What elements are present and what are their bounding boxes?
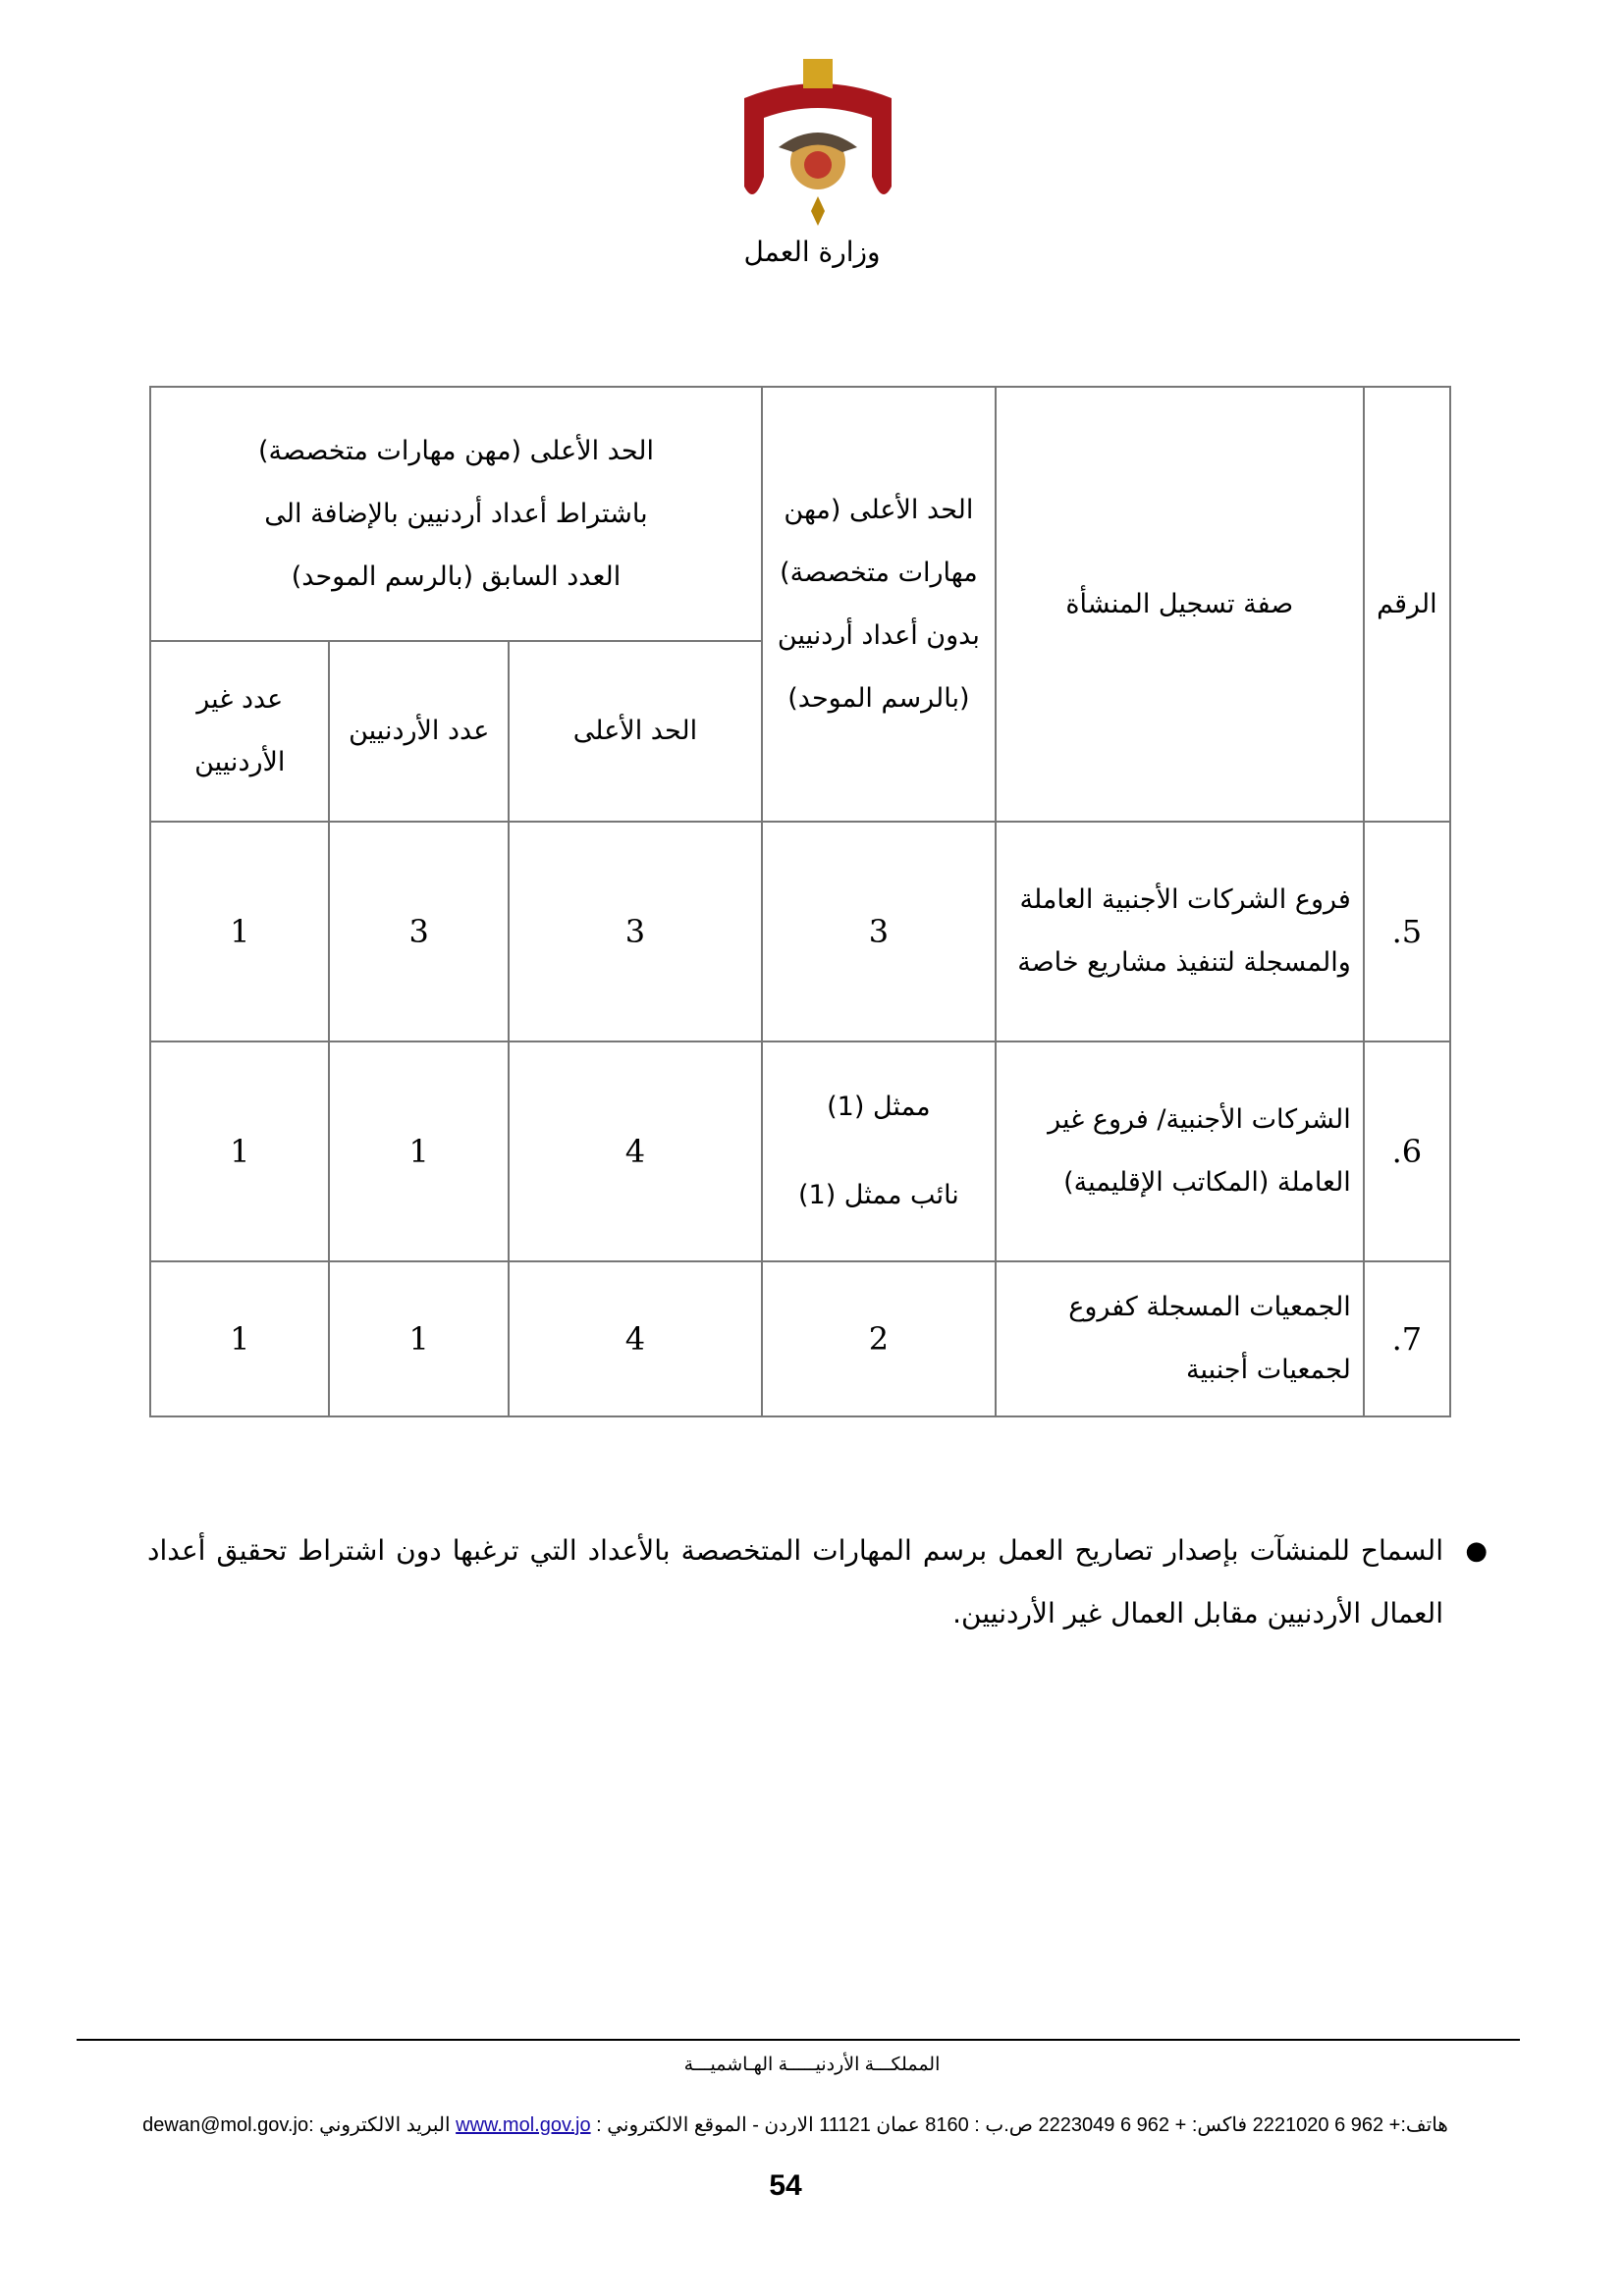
table-row <box>150 1041 1450 1261</box>
row-jordanians: 3 <box>329 822 508 1041</box>
row-number: 5. <box>1364 822 1450 1041</box>
header-max-without: الحد الأعلى (مهن مهارات متخصصة) بدون أعداد أردنيين (بالرسم الموحد) <box>762 387 996 822</box>
header-sub-non-jordanians: عدد غير الأردنيين <box>150 641 329 822</box>
bullet-icon: ● <box>1465 1536 1488 1566</box>
row-non-jordanians: 1 <box>150 822 329 1041</box>
row-number: 7. <box>1364 1261 1450 1416</box>
header-sub-jordanians: عدد الأردنيين <box>329 641 508 822</box>
row-non-jordanians: 1 <box>150 1261 329 1416</box>
row-registration: الشركات الأجنبية/ فروع غير العاملة (المكاتب الإقليمية) <box>996 1041 1364 1261</box>
row-jordanians: 1 <box>329 1261 508 1416</box>
row-non-jordanians: 1 <box>150 1041 329 1261</box>
footer-divider <box>77 2039 1520 2041</box>
email-address: dewan@mol.gov.jo <box>142 2114 309 2136</box>
row-max-without <box>762 1041 996 1261</box>
email-label: البريد الالكتروني : <box>308 2114 457 2136</box>
row-max: 3 <box>509 822 762 1041</box>
table-row <box>150 1261 1450 1416</box>
header-registration: صفة تسجيل المنشأة <box>996 387 1364 822</box>
header-max-with: الحد الأعلى (مهن مهارات متخصصة) باشتراط أعداد أردنيين بالإضافة الى العدد السابق (بالرسم الموحد) <box>150 387 762 641</box>
row-max: 4 <box>509 1041 762 1261</box>
allocation-table <box>149 386 1451 1417</box>
contact-info: هاتف:+ 962 6 2221020 فاكس: + 962 6 2223049 ص.ب : 8160 عمان 11121 الاردن - الموقع الالكتروني : <box>590 2114 1448 2136</box>
row-max-without: 3 <box>762 822 996 1041</box>
row-registration: الجمعيات المسجلة كفروع لجمعيات أجنبية <box>996 1261 1364 1416</box>
footer-contact <box>98 2112 1492 2137</box>
ministry-name: وزارة العمل <box>743 236 881 268</box>
footer-kingdom: المملكـــة الأردنيـــــة الهـاشميـــة <box>683 2055 941 2075</box>
row-max-without: 2 <box>762 1261 996 1416</box>
header-sub-max: الحد الأعلى <box>509 641 762 822</box>
row-registration: فروع الشركات الأجنبية العاملة والمسجلة لتنفيذ مشاريع خاصة <box>996 822 1364 1041</box>
note-bullet <box>147 1520 1488 1645</box>
table-row <box>150 822 1450 1041</box>
header-number: الرقم <box>1364 387 1450 822</box>
website-link[interactable]: www.mol.gov.jo <box>456 2114 591 2136</box>
row-max: 4 <box>509 1261 762 1416</box>
row-jordanians: 1 <box>329 1041 508 1261</box>
page-number: 54 <box>769 2169 802 2202</box>
row-number: 6. <box>1364 1041 1450 1261</box>
deputy-representative: نائب ممثل (1) <box>797 1180 959 1210</box>
note-text: السماح للمنشآت بإصدار تصاريح العمل برسم المهارات المتخصصة بالأعداد التي ترغبها دون اشتراط تحقيق أعداد العمال الأردنيين مقابل العمال غير الأردنيين. <box>147 1534 1443 1629</box>
jordan-emblem-logo <box>734 59 901 236</box>
representative: ممثل (1) <box>827 1092 931 1122</box>
